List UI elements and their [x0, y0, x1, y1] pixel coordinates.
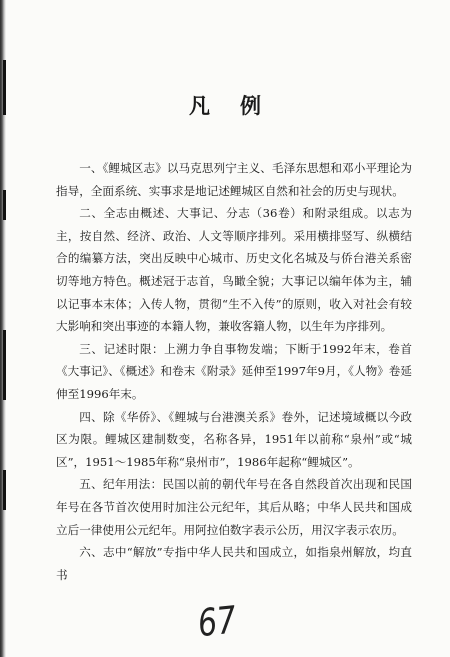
page-number: 67 [195, 598, 239, 647]
paragraph-5: 五、纪年用法：民国以前的朝代年号在各自然段首次出现和民国年号在各节首次使用时加注公元纪年，其后从略；中华人民共和国成立后一律使用公元纪年。用阿拉伯数字表示公历，用汉字表示农历。 [56, 477, 412, 537]
scan-edge-mark [3, 470, 6, 510]
paragraph-4: 四、除《华侨》、《鲤城与台港澳关系》卷外，记述境域概以今政区为限。鲤城区建制数变，名称各异，1951年以前称“泉州”或“城区”，1951～1985年称“泉州市”，1986年起称“鲤城区”。 [56, 409, 412, 469]
paragraph-3: 三、记述时限：上溯力争自事物发端；下断于1992年末，卷首《大事记》、《概述》和卷末《附录》延伸至1997年9月，《人物》卷延伸至1996年末。 [56, 341, 412, 401]
paragraph-1: 一、《鲤城区志》以马克思列宁主义、毛泽东思想和邓小平理论为指导，全面系统、实事求是地记述鲤城区自然和社会的历史与现状。 [56, 161, 412, 198]
paragraph-2: 二、全志由概述、大事记、分志（36卷）和附录组成。以志为主，按自然、经济、政治、人文等顺序排列。采用横排竖写、纵横结合的编纂方法，突出反映中心城市、历史文化名城及与侨台港关系密切等地方特色。概述冠于志首，鸟瞰全貌；大事记以编年体为主，辅以记事本末体；入传人物，贯彻“生不入传”的原则，收入对社会有较大影响和突出事迹的本籍人物，兼收客籍人物，以生年为序排列。 [56, 206, 412, 334]
body-text [56, 157, 412, 586]
scan-edge-mark [3, 330, 6, 400]
scan-edge-mark [3, 190, 6, 220]
paragraph-6: 六、志中“解放”专指中华人民共和国成立，如指泉州解放，均直书 [56, 545, 412, 582]
page-title: 凡例 [189, 93, 291, 118]
